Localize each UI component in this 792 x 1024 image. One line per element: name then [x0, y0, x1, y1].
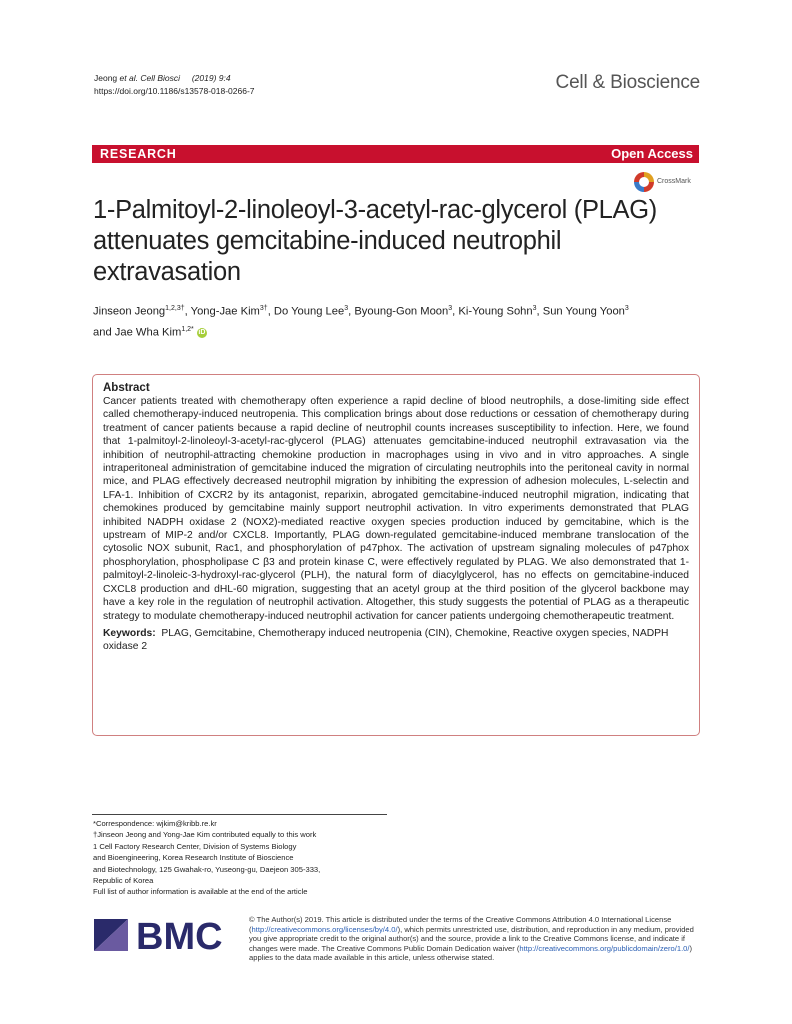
section-banner: [92, 145, 699, 163]
license-text: [249, 915, 699, 963]
citation-authors: Jeong: [94, 73, 118, 83]
abstract-heading: Abstract: [103, 382, 150, 394]
citation-journal: et al. Cell Biosci: [119, 73, 181, 83]
author-name: Jae Wha Kim: [114, 326, 182, 339]
section-label: RESEARCH: [100, 147, 177, 161]
author-affiliation: 3: [344, 305, 349, 312]
author-affiliation: 3: [624, 305, 629, 312]
abstract-text: Cancer patients treated with chemotherapy often experience a rapid decline of blood neutrophils, a dose-limiting side effect called chemotherapy-induced neutropenia. This complication brings about dose reductions or cessation of chemotherapy during treatment of cancer patients because a rapid decline of neutrophil counts increases susceptibility to infection. Here, we found that 1-palmitoyl-2-linoleoyl-3-acetyl-rac-glycerol (PLAG) attenuates gemcitabine-induced neutrophil extravasation via the inhibition of neutrophil-attracting chemokine production in macrophages using in vivo and in vitro approaches. A single intraperitoneal administration of gemcitabine induced the migration of circulating neutrophils into the peritoneal cavity in normal mice, and PLAG effectively decreased neutrophil migration by inhibiting the expression of adhesion molecules, L-selectin and LFA-1. Inhibition of CXCR2 by its antagonist, reparixin, abrogated gemcitabine-induced neutrophil migration, indicating that chemokines produced by gemcitabine mainly support neutrophil activation. In vitro experiments demonstrated that PLAG inhibited NADPH oxidase 2 (NOX2)-mediated reactive oxygen species production induced by gemcitabine, which is the upstream of MIP-2 and/or CXCL8. Importantly, PLAG down-regulated gemcitabine-induced membrane translocation of the cytosolic NOX subunit, Rac1, and phosphorylation of p47phox. The activation of upstream signaling molecules of p47phox phosphorylation, phospholipase C β3 and protein kinase C, were effectively regulated by PLAG. We also demonstrated that 1-palmitoyl-2-linoleic-3-hydroxyl-rac-glycerol (PLH), the natural form of diacylglycerol, has no effects on gemcitabine-induced CXCL8 production and dHL-60 migration, suggesting that an acetyl group at the third position of the glycerol backbone may have a key role in the regulation of neutrophil activation. Altogether, this study suggests the potential of PLAG as a therapeutic strategy to modulate chemotherapy-induced neutrophil activation for cancer patients undergoing chemotherapeutic treatment.: [103, 396, 689, 622]
cc-zero-link[interactable]: http://creativecommons.org/publicdomain/zero/1.0/: [519, 943, 690, 953]
author-name: Yong-Jae Kim: [190, 305, 260, 318]
bmc-logo: [94, 915, 234, 955]
author-name: Jinseon Jeong: [93, 305, 166, 318]
orcid-icon[interactable]: iD: [198, 328, 206, 336]
author-affiliation: 1,2*: [181, 325, 194, 333]
crossmark-label: CrossMark: [657, 178, 691, 185]
license-link[interactable]: http://creativecommons.org/licenses/by/4.0/: [251, 924, 398, 934]
affiliation-line: and Biotechnology, 125 Gwahak-ro, Yuseong-gu, Daejeon 305-333,: [93, 864, 321, 874]
author-affiliation: 3: [448, 305, 453, 312]
crossmark-icon: [634, 172, 654, 192]
article-title: 1-Palmitoyl-2-linoleoyl-3-acetyl-rac-glycerol (PLAG) attenuates gemcitabine-induced neutrophil extravasation: [93, 196, 657, 286]
license-part: ), which permits unrestricted use, distribution, and reproduction in any medium, provided you give appropriate credit to the original author(s) and the source, provide a link to the Creative Commons license, and indicate if changes were made. The Creative Commons Public Domain Dedication waiver (: [249, 924, 694, 953]
abstract-box: [92, 374, 700, 736]
equal-contribution: †Jinseon Jeong and Yong-Jae Kim contributed equally to this work: [93, 830, 317, 840]
author-affiliation: 1,2,3†: [165, 305, 185, 312]
author-name: Ki-Young Sohn: [458, 305, 533, 318]
full-author-info: Full list of author information is available at the end of the article: [93, 887, 308, 897]
affiliation-line: 1 Cell Factory Research Center, Division of Systems Biology: [93, 841, 297, 851]
keywords-label: Keywords:: [103, 627, 156, 639]
journal-name: Cell & Bioscience: [555, 72, 700, 93]
author-affiliation: 3†: [259, 305, 268, 312]
author-name: Byoung-Gon Moon: [354, 305, 449, 318]
license-part: ) applies to the data made available in this article, unless otherwise stated.: [249, 943, 693, 963]
author-affiliation: 3: [532, 305, 537, 312]
doi-link[interactable]: https://doi.org/10.1186/s13578-018-0266-7: [94, 86, 255, 96]
open-access-label: Open Access: [611, 146, 693, 161]
bmc-logo-text: BMC: [136, 916, 223, 955]
author-list: Jinseon Jeong$^{1,2,3\dagger}$, Yong-Jae Kim$^{3\dagger}$, Do Young Lee$^3$, Byoung-Gon Moon$^3$, Ki-Young Sohn$^3$, Sun Young Yoon$^3$ and Jae Wha Kim$^{1,2*}$ iD: [93, 305, 629, 339]
bmc-logo-icon: [94, 915, 234, 955]
correspondence: *Correspondence: wjkim@kribb.re.kr: [93, 819, 217, 828]
license-part: © The Author(s) 2019. This article is distributed under the terms of the Creative Commons Attribution 4.0 International License (: [249, 915, 672, 934]
crossmark-badge[interactable]: [634, 172, 714, 196]
citation-block: [94, 72, 255, 98]
citation-volume: (2019) 9:4: [191, 73, 231, 83]
footnotes: [93, 818, 393, 898]
keywords: [103, 627, 689, 654]
author-name: Do Young Lee: [273, 305, 345, 318]
affiliation-line: and Bioengineering, Korea Research Institute of Bioscience: [93, 853, 294, 863]
keywords-text: PLAG, Gemcitabine, Chemotherapy induced neutropenia (CIN), Chemokine, Reactive oxygen species, NADPH oxidase 2: [103, 627, 669, 653]
affiliation-line: Republic of Korea: [93, 876, 154, 886]
footnote-divider: [92, 814, 387, 815]
author-name: Sun Young Yoon: [542, 305, 625, 318]
